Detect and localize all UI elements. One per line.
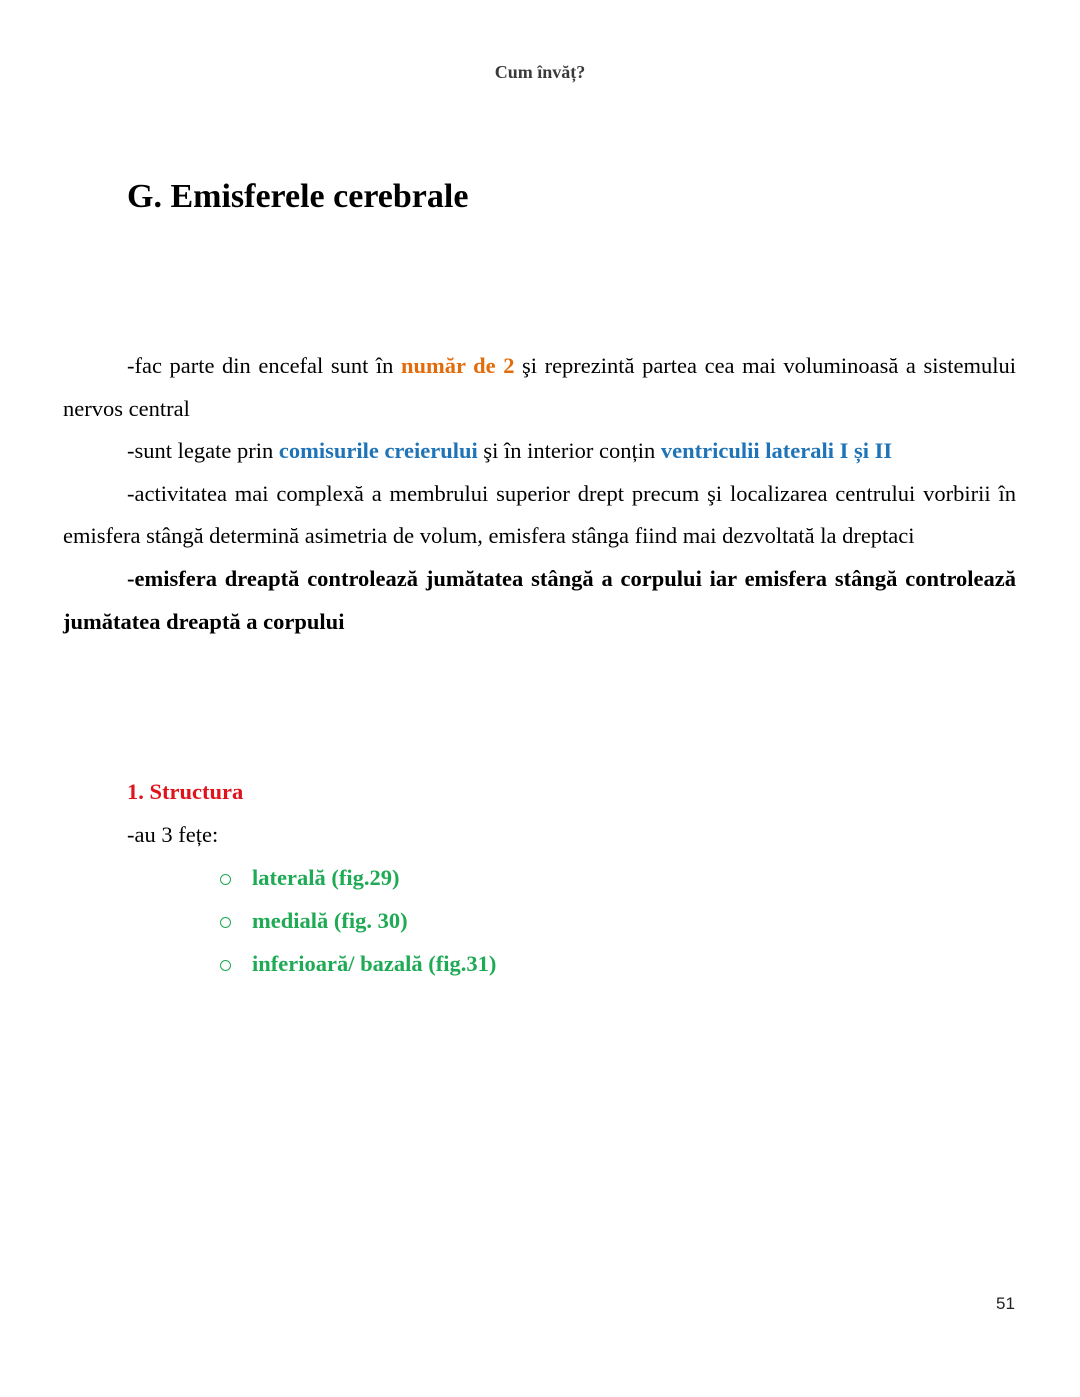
hollow-circle-bullet-icon — [220, 960, 231, 971]
paragraph-2 — [63, 430, 1016, 473]
structure-section — [127, 771, 243, 856]
chapter-heading: G. Emisferele cerebrale — [127, 178, 469, 215]
list-item-label: laterală (fig.29) — [252, 865, 400, 890]
list-item-label: medială (fig. 30) — [252, 908, 408, 933]
paragraph-1-text-a: -fac parte din encefal sunt în — [127, 353, 401, 378]
list-item — [220, 856, 496, 899]
highlight-commissures: comisurile creierului — [278, 438, 478, 464]
page-header: Cum învăț? — [494, 62, 586, 82]
list-item-label: inferioară/ bazală (fig.31) — [252, 951, 497, 976]
hollow-circle-bullet-icon — [220, 874, 231, 885]
paragraph-1-text-b: şi reprezintă partea cea mai voluminoasă a sistemului nervos central — [63, 353, 1016, 421]
faces-list — [220, 856, 496, 985]
hollow-circle-bullet-icon — [220, 917, 231, 928]
body-text — [63, 345, 1016, 643]
page-number: 51 — [996, 1294, 1015, 1313]
highlight-number: număr de 2 — [400, 353, 515, 378]
paragraph-2-text-a: -sunt legate prin — [127, 438, 279, 464]
section-title: 1. Structura — [127, 779, 244, 804]
paragraph-3: -activitatea mai complexă a membrului superior drept precum şi localizarea centrului vorbirii în emisfera stângă determină asimetria de volum, emisfera stânga fiind mai dezvoltată la dreptaci — [63, 480, 1016, 549]
paragraph-4: -emisfera dreaptă controlează jumătatea stângă a corpului iar emisfera stângă controlează jumătatea dreaptă a corpului — [63, 565, 1016, 634]
highlight-ventricles: ventriculii laterali I și II — [660, 438, 893, 464]
list-item — [220, 942, 496, 985]
section-intro: -au 3 fețe: — [127, 821, 219, 847]
paragraph-1 — [63, 345, 1016, 430]
list-item — [220, 899, 496, 942]
paragraph-2-text-b: şi în interior conțin — [477, 438, 661, 464]
